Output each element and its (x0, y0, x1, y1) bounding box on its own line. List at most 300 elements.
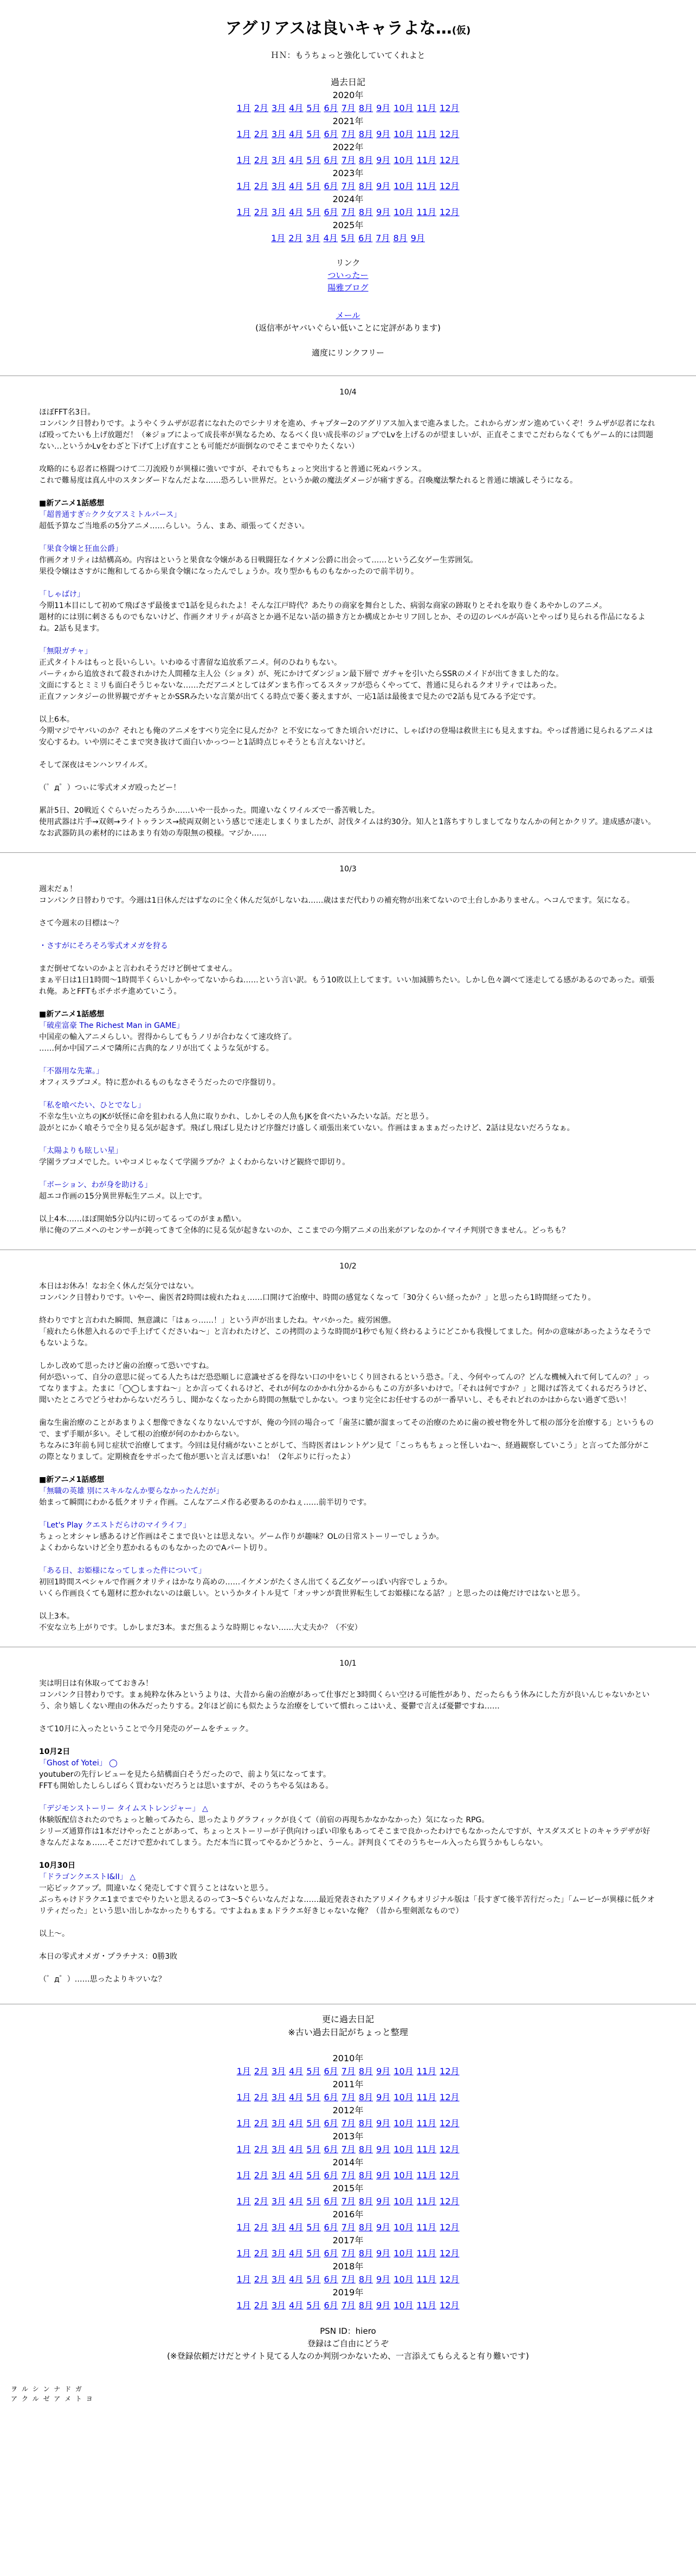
archive-label: 過去日記 (330, 76, 365, 87)
archive-month-link[interactable]: 8月 (358, 206, 373, 217)
archive-month-link[interactable]: 8月 (358, 2196, 373, 2206)
entry-text: 「疲れたら休憩入れるので手上げてくださいね～」と言われたけど、この拷問のような時間が1秒でも短く終わるようにどこかも我慢してました。何かの意味があったようなそうでもないような。 (39, 1327, 651, 1348)
entry-text: 今期11本目にして初めて飛ばさず最後まで1話を見られたよ！そんな江戸時代？あたりの商家を舞台とした、病弱な商家の跡取りとそれを取り巻くあやかしのアニメ。 (39, 601, 607, 610)
archive-month-link[interactable]: 5月 (340, 232, 356, 243)
archive-month-link[interactable]: 6月 (358, 232, 373, 243)
archive-month-link[interactable]: 2月 (288, 232, 303, 243)
archive-month-link[interactable]: 5月 (306, 2066, 321, 2076)
entry-heading: 「果食令嬢と狂血公爵」 (39, 544, 123, 553)
footer-line-2: ア ク ル ゼ ア メ ト ヨ (11, 2394, 94, 2403)
archive-month-link[interactable]: 9月 (376, 154, 391, 165)
archive-month-link[interactable]: 7月 (341, 2092, 356, 2102)
archive-month-link[interactable]: 5月 (306, 2092, 321, 2102)
archive-month-link[interactable]: 1月 (236, 206, 251, 217)
archive-month-link[interactable]: 3月 (271, 180, 286, 191)
diary-entry (39, 1658, 657, 1998)
archive-year: 2023年 (332, 167, 364, 178)
archive-month-link[interactable]: 8月 (358, 2092, 373, 2102)
archive-month-link[interactable]: 1月 (236, 102, 251, 113)
archive-month-link[interactable]: 9月 (410, 232, 425, 243)
archive-month-link[interactable]: 9月 (376, 102, 391, 113)
archive-month-link[interactable]: 8月 (358, 2300, 373, 2310)
archive-month-link[interactable]: 3月 (271, 2144, 286, 2154)
archive-year: 2022年 (332, 141, 364, 152)
archive-month-link[interactable]: 11月 (416, 2196, 437, 2206)
archive-month-link[interactable]: 3月 (271, 2118, 286, 2128)
archive-month-link[interactable]: 5月 (306, 2248, 321, 2258)
entry-heading: 「破産富豪 The Richest Man in GAME」 (39, 1021, 184, 1030)
archive-month-link[interactable]: 7月 (341, 2248, 356, 2258)
entry-date: 10/1 (339, 1659, 357, 1668)
archive-month-link[interactable]: 1月 (236, 2274, 251, 2284)
archive-month-link[interactable]: 4月 (289, 180, 304, 191)
archive-month-link[interactable]: 11月 (416, 2222, 437, 2232)
archive-month-link[interactable]: 6月 (324, 2300, 338, 2310)
archive-month-link[interactable]: 10月 (394, 2118, 414, 2128)
archive-months (0, 232, 696, 245)
entry-text: 累計5日、20戦近くぐらいだったろうか……いや一長かった。間違いなくワイルズで一番苦戦した。 (39, 806, 379, 815)
archive-year: 2015年 (332, 2183, 364, 2193)
archive-month-link[interactable]: 10月 (394, 154, 414, 165)
archive-month-link[interactable]: 7月 (341, 2300, 356, 2310)
entry-text: ……何か中国アニメで隣所に古典的なノリが出てくような気がする。 (39, 1044, 274, 1053)
archive-month-link[interactable]: 12月 (440, 2248, 460, 2258)
archive-month-link[interactable]: 1月 (236, 2144, 251, 2154)
entry-heading: 「しゃばけ」 (39, 590, 85, 599)
entry-text: よくわからないけど全り惹かれるものもなかったのでAパート切り。 (39, 1543, 272, 1552)
archive-month-link[interactable]: 10月 (394, 180, 414, 191)
archive-month-link[interactable]: 11月 (416, 2300, 437, 2310)
archive-month-link[interactable]: 5月 (306, 102, 321, 113)
archive-month-link[interactable]: 1月 (236, 2170, 251, 2180)
entry-text: 不幸な生い立ちのJKが妖怪に命を狙われる人魚に取りかれ、しかしその人魚もJKを食べたいみたいな話。だと思う。 (39, 1112, 434, 1121)
archive-month-link[interactable]: 7月 (341, 2118, 356, 2128)
entry-text: 週末だぁ！ (39, 884, 77, 894)
archive-months (0, 102, 696, 115)
handle-name: ＨＮ：もうちょっと強化していてくれよと (270, 50, 426, 60)
archive-month-link[interactable]: 7月 (341, 206, 356, 217)
archive-month-link[interactable]: 2月 (254, 2170, 268, 2180)
archive-months (0, 2247, 696, 2260)
archive-month-link[interactable]: 9月 (376, 180, 391, 191)
archive-month-link[interactable]: 5月 (306, 2222, 321, 2232)
archive-month-link[interactable]: 11月 (416, 180, 437, 191)
archive-month-link[interactable]: 2月 (254, 180, 268, 191)
entry-heading: 「デジモンストーリー タイムストレンジャー」 △ (39, 1804, 208, 1813)
archive-month-link[interactable]: 2月 (254, 154, 268, 165)
entry-text: 超エコ作画の15分異世界転生アニメ。以上です。 (39, 1192, 207, 1201)
entry-text: 超低予算なご当地系の5分アニメ……らしい。うん、まあ、頑張ってください。 (39, 521, 310, 530)
archive-month-link[interactable]: 3月 (271, 102, 286, 113)
archive-month-link[interactable]: 12月 (440, 102, 460, 113)
archive-months (0, 2143, 696, 2156)
archive-month-link[interactable]: 7月 (341, 2144, 356, 2154)
archive-month-link[interactable]: 4月 (289, 2092, 304, 2102)
archive-month-link[interactable]: 1月 (236, 2066, 251, 2076)
archive-month-link[interactable]: 10月 (394, 2248, 414, 2258)
archive-month-link[interactable]: 6月 (324, 2170, 338, 2180)
archive-month-link[interactable]: 1月 (236, 2092, 251, 2102)
archive-month-link[interactable]: 10月 (394, 206, 414, 217)
archive-month-link[interactable]: 4月 (289, 2170, 304, 2180)
archive-month-link[interactable]: 10月 (394, 2222, 414, 2232)
entry-date: 10/4 (339, 387, 357, 397)
psn-note: 登録はご自由にどうぞ (307, 2338, 389, 2348)
archive-year: 2010年 (332, 2053, 364, 2063)
archive-month-link[interactable]: 5月 (306, 2144, 321, 2154)
archive-month-link[interactable]: 11月 (416, 102, 437, 113)
archive-months (0, 2273, 696, 2286)
entry-text: ほぼFFT名3日。 (39, 407, 95, 417)
archive-month-link[interactable]: 3月 (271, 2170, 286, 2180)
archive-month-link[interactable]: 3月 (271, 154, 286, 165)
archive-month-link[interactable]: 7月 (341, 102, 356, 113)
archive-month-link[interactable]: 12月 (440, 128, 460, 139)
entry-text: 中国産の輸入アニメらしい。習得からしてもうノリが合わなくて速攻終了。 (39, 1032, 297, 1041)
archive-month-link[interactable]: 8月 (358, 2222, 373, 2232)
entry-text: （゜д゜）……思ったよりキツいな？ (39, 1975, 166, 1984)
entry-text: これで難易度は真ん中のスタンダードなんだよな……恐ろしい世界だ。というか敵の魔法ダメージが痛すぎる。召喚魔法撃たれると普通に壊滅しそうになる。 (39, 476, 578, 485)
archive-month-link[interactable]: 8月 (358, 102, 373, 113)
archive-months (0, 2169, 696, 2182)
entry-text: FFTも開始したしらしばらく買わないだろうとは思いますが、そのうちやる気はある。 (39, 1781, 333, 1790)
archive-month-link[interactable]: 10月 (394, 2092, 414, 2102)
entry-heading: 「無限ガチャ」 (39, 646, 92, 656)
archive-month-link[interactable]: 3月 (271, 2196, 286, 2206)
archive-month-link[interactable]: 11月 (416, 2274, 437, 2284)
archive-month-link[interactable]: 9月 (376, 2274, 391, 2284)
archive-month-link[interactable]: 1月 (236, 2300, 251, 2310)
archive-month-link[interactable]: 2月 (254, 2274, 268, 2284)
archive-month-link[interactable]: 7月 (341, 2170, 356, 2180)
archive-month-link[interactable]: 9月 (376, 2118, 391, 2128)
archive-month-link[interactable]: 7月 (341, 2222, 356, 2232)
entry-text: 以上3本。 (39, 1611, 74, 1621)
archive-month-link[interactable]: 9月 (376, 2222, 391, 2232)
archive-month-link[interactable]: 4月 (289, 154, 304, 165)
entry-text: さて今週末の目標は～？ (39, 918, 123, 928)
entry-text: まだ倒せてないのかよと言われそうだけど倒せてません。 (39, 964, 237, 973)
archive-month-link[interactable]: 1月 (236, 2222, 251, 2232)
archive-month-link[interactable]: 10月 (394, 2170, 414, 2180)
archive-month-link[interactable]: 4月 (289, 206, 304, 217)
archive-month-link[interactable]: 8月 (358, 2274, 373, 2284)
archive-month-link[interactable]: 5月 (306, 2196, 321, 2206)
entry-text: ぶっちゃけドラクエ1までまでやりたいと思えるのって3〜5ぐらいなんだよな……最近発表されたアリメイクもオリジナル版は「長すぎて後半苦行だった」「ムービーが異様に低クオリティだった」という思い出しかなかったりもする。ですよねぁまぁドラクエ好きじゃないな俺？（昔から聖剣派なもので） (39, 1895, 655, 1915)
archive-month-link[interactable]: 4月 (289, 2248, 304, 2258)
archive-month-link[interactable]: 11月 (416, 2144, 437, 2154)
entry-text: コンパンク日替わりです。今週は1日休んだはずなのに全く休んだ気がしないね……歳はまだ代わりの補充物が出来てないので土台しかありません。ヘコんでます。気になる。 (39, 896, 635, 905)
entry-text: 今期マジでヤバいのか？それとも俺のアニメをすべり完全に見んだか？と不安になってきた頃合いだけに、しゃばけの登場は救世主にも見えますね。やっぱ普通に見られるアニメは安心するわ。いや別にそこまで突き抜けて面白いかっつーと1話時点じゃそうとも言えないけど。 (39, 726, 653, 747)
entry-text: コンパンク日替わりです。いやー、歯医者2時間は疲れたねぇ……口開けて治療中、時間の感覚なくなって「30分くらい経ったか？」と思ったら1時間経ってたり。 (39, 1293, 596, 1302)
archive-month-link[interactable]: 2月 (254, 2144, 268, 2154)
entry-text: 一応ピックアップ。間違いなく発売してすぐ買うことはないと思う。 (39, 1884, 273, 1893)
entry-text: いくら作画良くても題材に惹かれないのは厳しい。というかタイトル見て「オッサンが貴世界転生してお姫様になる話？」と思ったのは俺だけではないと思う。 (39, 1589, 585, 1598)
archive-year: 2025年 (332, 219, 364, 230)
archive-month-link[interactable]: 6月 (324, 2092, 338, 2102)
archive-month-link[interactable]: 1月 (236, 2248, 251, 2258)
archive-month-link[interactable]: 11月 (416, 154, 437, 165)
archive-month-link[interactable]: 5月 (306, 2118, 321, 2128)
entry-text: 正式タイトルはもっと長いらしい。いわゆる寸書留な追放系アニメ。何のひねりもない。 (39, 658, 342, 667)
archive-month-link[interactable]: 6月 (324, 2222, 338, 2232)
archive-month-link[interactable]: 1月 (236, 2196, 251, 2206)
archive-month-link[interactable]: 7月 (376, 232, 390, 243)
archive-month-link[interactable]: 7月 (341, 2066, 356, 2076)
archive-month-link[interactable]: 3月 (271, 128, 286, 139)
archive-year: 2019年 (332, 2287, 364, 2297)
entry-heading: 「不器用な先輩。」 (39, 1066, 104, 1076)
archive-year: 2020年 (332, 89, 364, 100)
archive-month-link[interactable]: 6月 (324, 206, 338, 217)
archive-month-link[interactable]: 3月 (271, 2066, 286, 2076)
archive-month-link[interactable]: 12月 (440, 154, 460, 165)
entry-heading: 「無職の英雄 別にスキルなんか要らなかったんだが」 (39, 1486, 224, 1496)
archive-month-link[interactable]: 3月 (271, 2248, 286, 2258)
archive-month-link[interactable]: 12月 (440, 2196, 460, 2206)
archive-month-link[interactable]: 1月 (236, 128, 251, 139)
archive-months (0, 2221, 696, 2234)
archive-month-link[interactable]: 11月 (416, 206, 437, 217)
archive-month-link[interactable]: 1月 (236, 154, 251, 165)
archive-month-link[interactable]: 5月 (306, 2300, 321, 2310)
archive-month-link[interactable]: 6月 (324, 2274, 338, 2284)
archive-month-link[interactable]: 11月 (416, 2170, 437, 2180)
archive-month-link[interactable]: 11月 (416, 2118, 437, 2128)
entry-text: 体験版配信されたのでちょっと触ってみたら、思ったよりグラフィックが良くて（前宿の再現ちかなかなかった）気になった RPG。 (39, 1815, 489, 1824)
mail-section (0, 309, 696, 359)
archive-month-link[interactable]: 4月 (289, 2300, 304, 2310)
archive-month-link[interactable]: 4月 (289, 2144, 304, 2154)
archive-month-link[interactable]: 4月 (289, 2274, 304, 2284)
archive-month-link[interactable]: 8月 (358, 2170, 373, 2180)
entry-text: コンパンク日替わりです。ようやくラムザが忍者になれたのでシナリオを進め、チャプター2のアグリアス加入まで進みました。これからガンガン進めていくぞ！ラムザが忍者になれば殴ってたいも上げ放題だ！（※ジョブによって成長率が異なるため、なるべく良い成長率のジョブでLvを上げるのが望ましいが、正直そこまでこだわらなくてもゲーム的には問題ない…というかLvをわざと下げて上げ直すことも可能だが面倒なのでそこまでやりたくない） (39, 419, 655, 451)
section-heading: ■新アニメ1話感想 (39, 1475, 105, 1484)
archive-month-link[interactable]: 11月 (416, 2066, 437, 2076)
old-archive (0, 2013, 696, 2312)
archive-month-link[interactable]: 6月 (324, 2248, 338, 2258)
archive-month-link[interactable]: 10月 (394, 2300, 414, 2310)
archive-month-link[interactable]: 3月 (306, 232, 320, 243)
archive-month-link[interactable]: 4月 (289, 2196, 304, 2206)
archive-month-link[interactable]: 4月 (289, 128, 304, 139)
archive-year: 2024年 (332, 193, 364, 204)
archive-month-link[interactable]: 8月 (358, 180, 373, 191)
archive-month-link[interactable]: 2月 (254, 206, 268, 217)
archive-month-link[interactable]: 2月 (254, 128, 268, 139)
archive-year: 2016年 (332, 2209, 364, 2219)
archive-month-link[interactable]: 4月 (289, 2066, 304, 2076)
archive-month-link[interactable]: 1月 (236, 2118, 251, 2128)
archive-month-link[interactable]: 12月 (440, 2144, 460, 2154)
archive-month-link[interactable]: 10月 (394, 2066, 414, 2076)
archive-month-link[interactable]: 3月 (271, 2274, 286, 2284)
archive-month-link[interactable]: 12月 (440, 2118, 460, 2128)
archive-month-link[interactable]: 9月 (376, 2144, 391, 2154)
archive-month-link[interactable]: 5月 (306, 206, 321, 217)
archive-month-link[interactable]: 10月 (394, 102, 414, 113)
archive-month-link[interactable]: 11月 (416, 2092, 437, 2102)
archive-month-link[interactable]: 2月 (254, 2066, 268, 2076)
archive-month-link[interactable]: 1月 (271, 232, 286, 243)
archive-month-link[interactable]: 8月 (358, 2118, 373, 2128)
archive-year: 2014年 (332, 2157, 364, 2167)
archive (0, 76, 696, 245)
archive-months (0, 154, 696, 167)
archive-month-link[interactable]: 2月 (254, 2248, 268, 2258)
archive-month-link[interactable]: 10月 (394, 2144, 414, 2154)
entry-text: 攻略的にも忍者に格闘つけて二刀流殴りが異様に強いですが、それでもちょっと突出すると普通に死ぬバランス。 (39, 464, 426, 474)
archive-month-link[interactable]: 5月 (306, 154, 321, 165)
mail-link[interactable]: メール (336, 310, 360, 320)
archive-month-link[interactable]: 6月 (324, 2066, 338, 2076)
archive-month-link[interactable]: 8月 (358, 128, 373, 139)
archive-month-link[interactable]: 8月 (358, 154, 373, 165)
entry-text: 以上～。 (39, 1929, 69, 1938)
entry-heading: 「Let's Play クエストだらけのマイライフ」 (39, 1520, 191, 1530)
entry-text: 単に俺のアニメへのセンサーが鈍ってきて全体的に見る気が起きないのか、ここまでの今期アニメの出来がアレなのかイマイチ判別できません。どっちも？ (39, 1226, 570, 1235)
archive-month-link[interactable]: 12月 (440, 2300, 460, 2310)
diary-entry (39, 1261, 657, 1647)
archive-month-link[interactable]: 8月 (358, 2144, 373, 2154)
archive-month-link[interactable]: 11月 (416, 128, 437, 139)
entry-text: 歯な生歯治療のことがあまりよく想像できなくなりないんですが、俺の今回の場合って「歯茎に膿が溜まってその治療のために歯の被せ物を外して根の部分を治療する」というもので、まず手順が多い。そして根の治療が何のかわからない。 (39, 1418, 654, 1439)
entry-text: 初回1時間スペシャルで作画クオリティはかなり高めの……イケメンがたくさん出てくる乙女ゲーっぽい内容でしょうか。 (39, 1577, 452, 1587)
archive-month-link[interactable]: 6月 (324, 2144, 338, 2154)
archive-month-link[interactable]: 10月 (394, 2274, 414, 2284)
entry-text: 学園ラブコメでした。いやコメじゃなくて学園ラブか？よくわからないけど観終で即切り。 (39, 1157, 350, 1167)
archive-month-link[interactable]: 3月 (271, 2222, 286, 2232)
archive-month-link[interactable]: 12月 (440, 2170, 460, 2180)
archive-month-link[interactable]: 9月 (376, 2092, 391, 2102)
archive-month-link[interactable]: 12月 (440, 2066, 460, 2076)
entry-text: パーティから追放されて殺されかけた人間種な主人公（ショタ）が、死にかけてダンジョン最下層で ガチャを引いたらSSRのメイドが出てきました的な。 (39, 669, 564, 678)
archive-month-link[interactable]: 10月 (394, 128, 414, 139)
entry-text: 本日の零式オメガ・プラチナス：0勝3敗 (39, 1952, 178, 1961)
archive-month-link[interactable]: 7月 (341, 2196, 356, 2206)
archive-month-link[interactable]: 2月 (254, 2300, 268, 2310)
psn-section (0, 2325, 696, 2363)
archive-month-link[interactable]: 4月 (289, 2222, 304, 2232)
archive-months (0, 2195, 696, 2208)
entry-text: シリーズ通算作は1本だけやったことがあって、ちょっとストーリーが子供向けっぽい印象もあってそこまで良かったわけでもなかったんですが、ヤスダスズヒトのキャラデザが好きなんだよなぁ……そこだけで惹かれてしまう。ただ本当に買ってやるかどうかと、うーん。評判良くてそのうちセール入ったら買うかもしらない。 (39, 1827, 650, 1847)
entry-text: 以上4本……ほぼ開始5分以内に切ってるってのがまぁ酷い。 (39, 1214, 246, 1224)
archive-month-link[interactable]: 9月 (376, 2248, 391, 2258)
archive-month-link[interactable]: 8月 (393, 232, 408, 243)
archive-year: 2011年 (332, 2079, 364, 2089)
diary-entries (0, 376, 696, 1998)
archive-month-link[interactable]: 5月 (306, 2274, 321, 2284)
entry-text: 使用武器は片手→双剣→ライトゥランス→続両双剣という感じで迷走しまくりましたが、討伐タイムは約30分。知人と1落ちすりしましてなりなんかの何とかクリア。達成感が凄い。なお武器防具の素材的にはあまり有効の寿限無の模様。マジか…… (39, 817, 656, 838)
entry-text: 正直ファンタジーの世界観でガチャとかSSRみたいな言葉が出てくる時点で萎く萎えますが、一応1話は最後まで見たので2話も見てみる予定です。 (39, 692, 540, 701)
entry-heading: 「私を喰べたい、ひとでなし」 (39, 1101, 145, 1110)
entry-text: 文面にするとミミリも面白そうじゃないな……ただアニメとしてはダンまち作ってるスタッフが恐らくやってて、普通に見られるクオリティではあった。 (39, 681, 562, 690)
entry-text: 始まって瞬間にわかる低クオリティ作画。こんなアニメ作る必要あるのかねぇ……前半切りです。 (39, 1498, 371, 1507)
archive-month-link[interactable]: 3月 (271, 206, 286, 217)
archive-month-link[interactable]: 10月 (394, 2196, 414, 2206)
old-archive-label: 更に過去日記 (321, 2014, 374, 2024)
archive-month-link[interactable]: 9月 (376, 2300, 391, 2310)
archive-month-link[interactable]: 12月 (440, 206, 460, 217)
archive-month-link[interactable]: 6月 (324, 180, 338, 191)
entry-text: さて10月に入ったということで今月発売のゲームをチェック。 (39, 1724, 253, 1733)
archive-month-link[interactable]: 2月 (254, 2118, 268, 2128)
archive-month-link[interactable]: 12月 (440, 2092, 460, 2102)
archive-months (0, 206, 696, 219)
archive-month-link[interactable]: 4月 (289, 2118, 304, 2128)
archive-month-link[interactable]: 6月 (324, 128, 338, 139)
mail-note: (返信率がヤバいぐらい低いことに定評があります) (255, 322, 441, 333)
archive-months (0, 2299, 696, 2312)
archive-month-link[interactable]: 3月 (271, 2092, 286, 2102)
archive-month-link[interactable]: 12月 (440, 2222, 460, 2232)
entry-text: 不安な立ち上がりです。しかしまだ3本。まだ焦るような時期じゃない……大丈夫か？（不安） (39, 1623, 362, 1632)
archive-month-link[interactable]: 5月 (306, 2170, 321, 2180)
blog-link[interactable]: 陽雅ブログ (327, 282, 369, 293)
archive-month-link[interactable]: 3月 (271, 2300, 286, 2310)
archive-month-link[interactable]: 2月 (254, 102, 268, 113)
archive-month-link[interactable]: 2月 (254, 2092, 268, 2102)
archive-month-link[interactable]: 5月 (306, 180, 321, 191)
archive-month-link[interactable]: 7月 (341, 128, 356, 139)
archive-month-link[interactable]: 6月 (324, 154, 338, 165)
entry-text: 以上6本。 (39, 715, 74, 724)
archive-month-link[interactable]: 8月 (358, 2066, 373, 2076)
entry-date: 10/3 (339, 864, 357, 873)
archive-month-link[interactable]: 6月 (324, 2196, 338, 2206)
archive-month-link[interactable]: 5月 (306, 128, 321, 139)
archive-month-link[interactable]: 6月 (324, 2118, 338, 2128)
archive-month-link[interactable]: 2月 (254, 2222, 268, 2232)
entry-text: 10月2日 (39, 1747, 70, 1756)
archive-months (0, 180, 696, 193)
entry-text: 設がとにかく喰そうで全り見る気が起きず。飛ばし飛ばし見たけど序盤だけ盛しく頑張出来ていない。作画はまぁまぁだったけど、2話は見ないだろうなぁ。 (39, 1123, 575, 1132)
archive-month-link[interactable]: 8月 (358, 2248, 373, 2258)
archive-years (0, 89, 696, 245)
archive-month-link[interactable]: 4月 (323, 232, 338, 243)
archive-month-link[interactable]: 6月 (324, 102, 338, 113)
archive-month-link[interactable]: 9月 (376, 2196, 391, 2206)
archive-month-link[interactable]: 7月 (341, 2274, 356, 2284)
archive-month-link[interactable]: 4月 (289, 102, 304, 113)
archive-month-link[interactable]: 11月 (416, 2248, 437, 2258)
archive-month-link[interactable]: 2月 (254, 2196, 268, 2206)
entry-heading: ・さすがにそろそろ零式オメガを狩る (39, 941, 168, 950)
archive-year: 2018年 (332, 2261, 364, 2271)
archive-month-link[interactable]: 12月 (440, 180, 460, 191)
archive-month-link[interactable]: 7月 (341, 154, 356, 165)
entry-text: コンパンク日替わりです。まぁ純粋な休みというよりは、大昔から歯の治療があって仕事だと3時間くらい空ける可能性があり、だったらもう休みにした方が良いんじゃないかという、余り嬉しくない理由の休みだったりする。2年ほど前にも似たような治療をしていて慣れっこはいえ、憂鬱で言えば憂鬱ですね…… (39, 1690, 650, 1711)
diary-entry (39, 864, 657, 1250)
twitter-link[interactable]: ついったー (327, 270, 369, 280)
footer (11, 2384, 696, 2404)
archive-month-link[interactable]: 9月 (376, 128, 391, 139)
entry-text: 終わりですと言われた瞬間、無意識に「はぁっ……！」という声が出ましたね。ヤバかった。疲労困憊。 (39, 1316, 396, 1325)
archive-month-link[interactable]: 12月 (440, 2274, 460, 2284)
archive-month-link[interactable]: 9月 (376, 2066, 391, 2076)
archive-month-link[interactable]: 7月 (341, 180, 356, 191)
entry-text: （゜д゜）つぃに零式オメガ殴ったどー！ (39, 783, 181, 792)
entry-heading: 「超普通すぎ☆クク女アスミトルパース」 (39, 510, 182, 519)
entry-text: 10月30日 (39, 1861, 75, 1870)
entry-text: youtuberの先行レビューを見たら結構面白そうだったので、前より気になってます。 (39, 1770, 331, 1779)
archive-month-link[interactable]: 9月 (376, 206, 391, 217)
entry-heading: 「ドラゴンクエストI&II」 △ (39, 1872, 136, 1881)
entry-text: そして深夜はモンハンワイルズ。 (39, 760, 152, 769)
entry-heading: 「太陽よりも眩しい星」 (39, 1146, 123, 1155)
archive-month-link[interactable]: 1月 (236, 180, 251, 191)
archive-month-link[interactable]: 9月 (376, 2170, 391, 2180)
